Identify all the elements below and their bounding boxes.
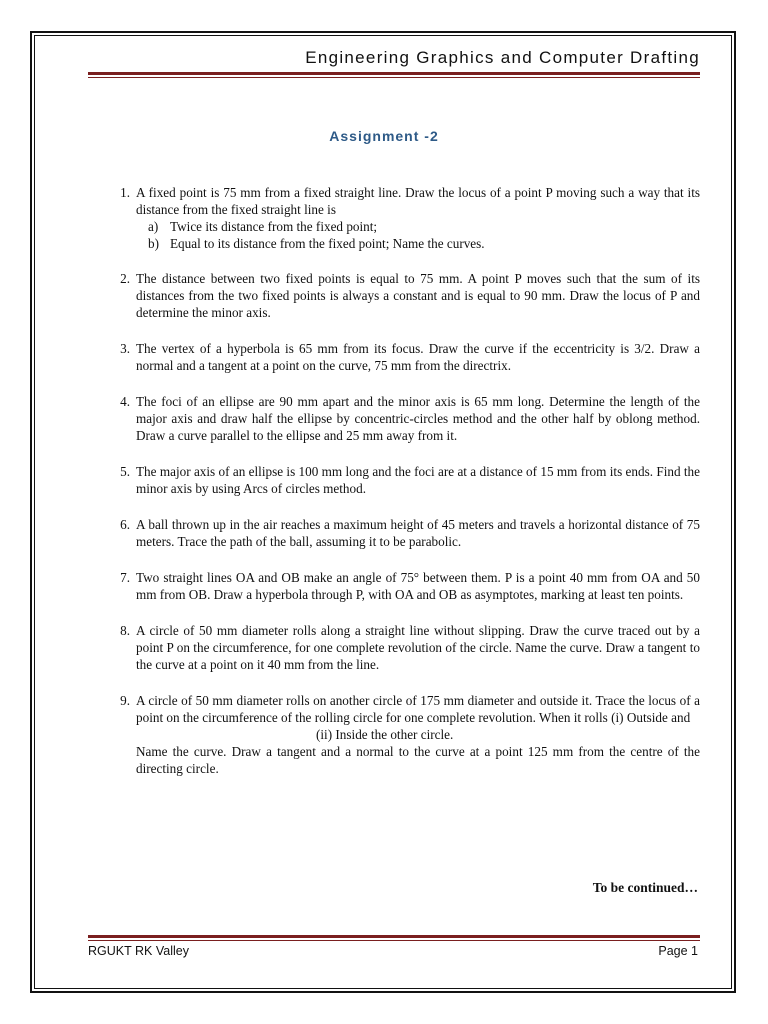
sub-text: Equal to its distance from the fixed point; Name the curves. [170,236,485,251]
question-4 [110,393,700,444]
question-number: 2. [120,271,130,286]
question-number: 3. [120,341,130,356]
question-sub-b [136,235,700,252]
question-number: 9. [120,693,130,708]
question-sub-a [136,218,700,235]
question-number: 1. [120,185,130,200]
question-text: Two straight lines OA and OB make an angle of 75° between them. P is a point 40 mm from OA and 50 mm from OB. Draw a hyperbola through P, with OA and OB as asymptotes, marking at least ten points. [136,570,700,602]
question-9 [110,692,700,777]
header-rule-thin [88,77,700,78]
question-number: 7. [120,570,130,585]
question-text: A fixed point is 75 mm from a fixed straight line. Draw the locus of a point P moving such a way that its distance from the fixed straight line is [136,185,700,217]
header-rule [88,72,700,75]
sub-label: b) [148,236,159,251]
question-7 [110,569,700,603]
footer-rule-thin [88,940,700,941]
assignment-title: Assignment -2 [329,128,439,144]
question-text-line2: (ii) Inside the other circle. [316,727,454,742]
question-2 [110,270,700,321]
question-text: The foci of an ellipse are 90 mm apart and the minor axis is 65 mm long. Determine the length of the major axis and draw half the ellipse by concentric-circles method and the other half by oblong method. Draw a curve parallel to the ellipse and 25 mm away from it. [136,394,700,443]
question-list [110,184,700,777]
footer-institution: RGUKT RK Valley [88,944,189,958]
footer-rule [88,935,700,938]
question-text-line3: Name the curve. Draw a tangent and a normal to the curve at a point 125 mm from the centre of the directing circle. [136,744,700,776]
question-number: 8. [120,623,130,638]
question-8 [110,622,700,673]
question-number: 5. [120,464,130,479]
question-6 [110,516,700,550]
question-number: 4. [120,394,130,409]
question-number: 6. [120,517,130,532]
sub-text: Twice its distance from the fixed point; [170,219,378,234]
question-3 [110,340,700,374]
question-1 [110,184,700,252]
question-5 [110,463,700,497]
sub-label: a) [148,219,159,234]
question-text: A circle of 50 mm diameter rolls along a straight line without slipping. Draw the curve traced out by a point P on the circumference, for one complete revolution of the circle. Name the curve. Draw a tangent to the curve at a point on it 40 mm from the line. [136,623,700,672]
header-title: Engineering Graphics and Computer Drafting [305,48,700,67]
continued-note: To be continued… [592,880,698,895]
question-text: The major axis of an ellipse is 100 mm long and the foci are at a distance of 15 mm from its ends. Find the minor axis by using Arcs of circles method. [136,464,700,496]
footer-page-number: Page 1 [658,944,698,958]
question-text: The vertex of a hyperbola is 65 mm from its focus. Draw the curve if the eccentricity is 3/2. Draw a normal and a tangent at a point on the curve, 75 mm from the directrix. [136,341,700,373]
question-text: The distance between two fixed points is equal to 75 mm. A point P moves such that the sum of its distances from the two fixed points is always a constant and is equal to 90 mm. Draw the locus of P and determine the minor axis. [136,271,700,320]
question-text: A circle of 50 mm diameter rolls on another circle of 175 mm diameter and outside it. Trace the locus of a point on the circumference of the rolling circle for one complete revolution. When it rolls (i) Outside and [136,693,700,725]
question-text: A ball thrown up in the air reaches a maximum height of 45 meters and travels a horizontal distance of 75 meters. Trace the path of the ball, assuming it to be parabolic. [136,517,700,549]
